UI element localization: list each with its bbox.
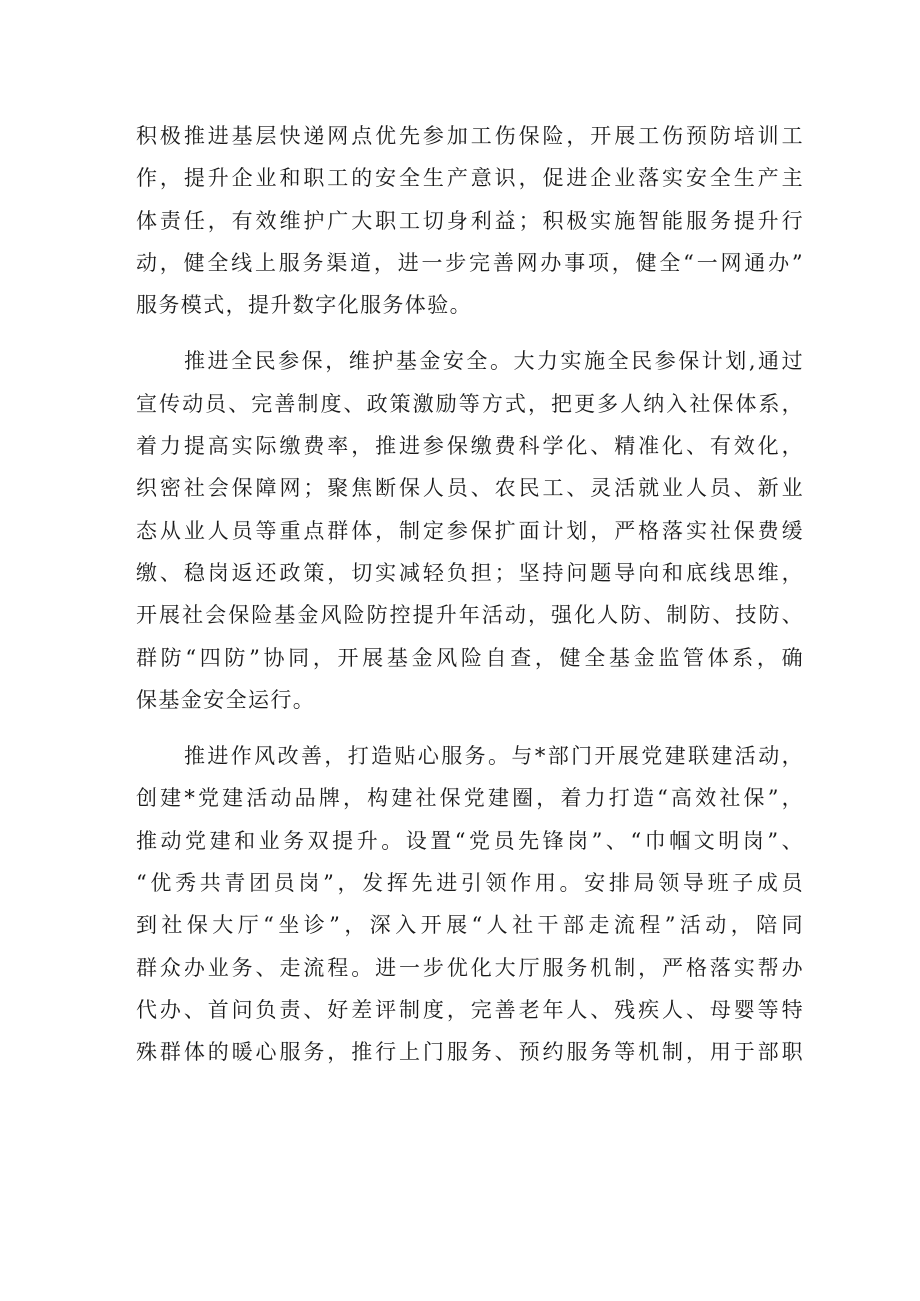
text-line: 动，健全线上服务渠道，进一步完善网办事项，健全“一网通办” xyxy=(136,250,804,275)
text-line: 积极推进基层快递网点优先参加工伤保险，开展工伤预防培训工 xyxy=(136,124,804,148)
text-line: 织密社会保障网；聚焦断保人员、农民工、灵活就业人员、新业 xyxy=(136,476,804,501)
text-line: 推动党建和业务双提升。设置“党员先锋岗”、“巾帼文明岗”、 xyxy=(136,828,804,853)
text-line: 群防“四防”协同，开展基金风险自查，健全基金监管体系，确 xyxy=(136,645,804,670)
paragraph-2 xyxy=(136,340,804,721)
text-line: 开展社会保险基金风险防控提升年活动，强化人防、制防、技防、 xyxy=(136,603,804,628)
paragraph-1 xyxy=(136,115,804,326)
text-line: 保基金安全运行。 xyxy=(136,687,316,712)
text-line: 体责任，有效维护广大职工切身利益；积极实施智能服务提升行 xyxy=(136,208,804,233)
text-line: 态从业人员等重点群体，制定参保扩面计划，严格落实社保费缓 xyxy=(136,518,804,543)
text-line: 代办、首问负责、好差评制度，完善老年人、残疾人、母婴等特 xyxy=(136,997,804,1022)
text-line: 殊群体的暖心服务，推行上门服务、预约服务等机制，用于部职 xyxy=(136,1040,804,1065)
text-line: 群众办业务、走流程。进一步优化大厅服务机制，严格落实帮办 xyxy=(136,955,804,980)
text-line: 到社保大厅“坐诊”，深入开展“人社干部走流程”活动，陪同 xyxy=(136,913,804,938)
text-line: 推进作风改善，打造贴心服务。与*部门开展党建联建活动， xyxy=(184,744,804,769)
text-line: 缴、稳岗返还政策，切实减轻负担；坚持问题导向和底线思维， xyxy=(136,560,804,585)
paragraph-3 xyxy=(136,735,804,1073)
text-line: 作，提升企业和职工的安全生产意识，促进企业落实安全生产主 xyxy=(136,166,804,191)
text-line: 创建*党建活动品牌，构建社保党建圈，着力打造“高效社保”， xyxy=(136,786,804,811)
text-line: 推进全民参保，维护基金安全。大力实施全民参保计划,通过 xyxy=(184,349,804,374)
text-line: 服务模式，提升数字化服务体验。 xyxy=(136,293,472,318)
text-line: 着力提高实际缴费率，推进参保缴费科学化、精准化、有效化， xyxy=(136,434,804,459)
text-line: “优秀共青团员岗”，发挥先进引领作用。安排局领导班子成员 xyxy=(136,871,804,896)
document-body xyxy=(136,115,804,1074)
text-line: 宣传动员、完善制度、政策激励等方式，把更多人纳入社保体系， xyxy=(136,391,804,416)
